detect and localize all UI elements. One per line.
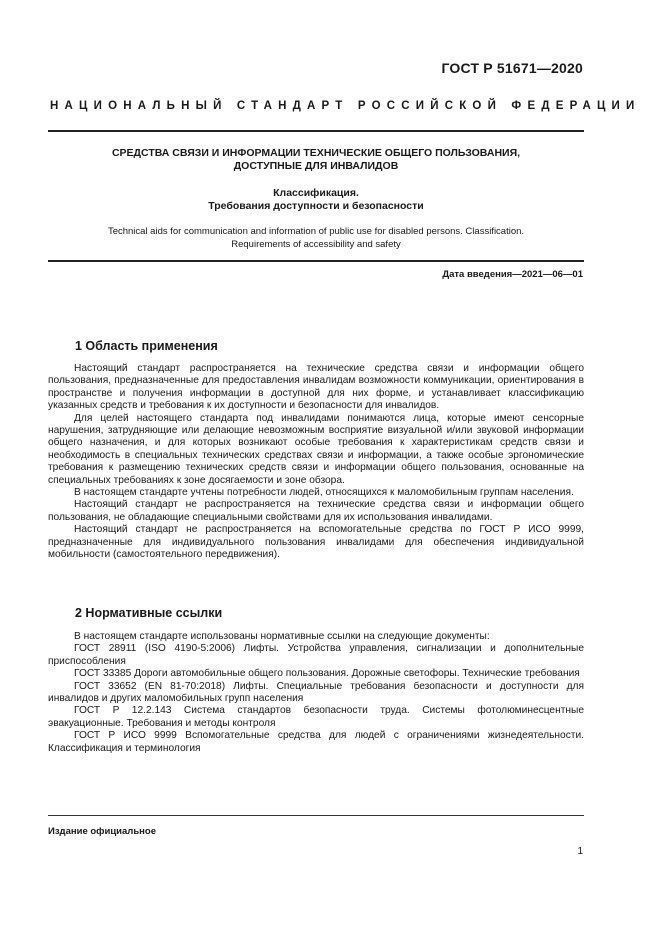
- paragraph: Настоящий стандарт не распространяется на технические средства связи и информации общего пользования, не обладающие специальными свойствами для их использования инвалидами.: [48, 499, 584, 523]
- document-subtitle-ru: [48, 187, 584, 213]
- header-divider: [48, 130, 584, 132]
- reference-item: ГОСТ 28911 (ISO 4190-5:2006) Лифты. Устройства управления, сигнализации и дополнительные приспособления: [48, 643, 584, 667]
- official-edition-label: Издание официальное: [48, 826, 156, 837]
- reference-item: ГОСТ 33652 (EN 81-70:2018) Лифты. Специальные требования безопасности и доступности для инвалидов и других маломобильных групп населения: [48, 680, 584, 705]
- subtitle-line1: Классификация.: [273, 187, 359, 199]
- paragraph: В настоящем стандарте использованы нормативные ссылки на следующие документы:: [74, 631, 490, 642]
- document-title-en: [48, 226, 584, 251]
- section-2-heading: 2 Нормативные ссылки: [75, 606, 223, 620]
- section-2-body: [48, 631, 584, 755]
- document-title-ru: [48, 147, 584, 173]
- title-en-line1: Technical aids for communication and information of public use for disabled persons. Classification.: [107, 226, 525, 237]
- title-en-line2: Requirements of accessibility and safety: [231, 238, 401, 250]
- section-1-heading: 1 Область применения: [75, 339, 218, 353]
- subtitle-line2: Требования доступности и безопасности: [208, 200, 424, 212]
- document-number: ГОСТ Р 51671—2020: [441, 60, 583, 76]
- title-ru-line2: ДОСТУПНЫЕ ДЛЯ ИНВАЛИДОВ: [233, 160, 399, 172]
- paragraph: В настоящем стандарте учтены потребности людей, относящихся к маломобильным группам населения.: [74, 487, 574, 499]
- title-divider: [48, 260, 584, 262]
- paragraph: Настоящий стандарт распространяется на технические средства связи и информации общего пользования, предназначенные для предоставления инвалидам возможности коммуникации, ориентирования в пространстве и получения информации в доступной для них форме, и устанавливает классификацию указанных средств и требования к их доступности и безопасности для инвалидов.: [48, 363, 584, 412]
- section-1-body: [48, 363, 584, 562]
- reference-item: ГОСТ Р 12.2.143 Система стандартов безопасности труда. Системы фотолюминесцентные эвакуационные. Требования и методы контроля: [48, 705, 584, 729]
- introduction-date: Дата введения—2021—06—01: [442, 269, 583, 280]
- title-ru-line1: СРЕДСТВА СВЯЗИ И ИНФОРМАЦИИ ТЕХНИЧЕСКИЕ ОБЩЕГО ПОЛЬЗОВАНИЯ,: [111, 147, 521, 159]
- reference-item: ГОСТ Р ИСО 9999 Вспомогательные средства для людей с ограничениями жизнедеятельности. Классификация и терминология: [48, 730, 584, 754]
- national-standard-title: НАЦИОНАЛЬНЫЙ СТАНДАРТ РОССИЙСКОЙ ФЕДЕРАЦИИ: [50, 100, 641, 112]
- footer-divider: [48, 815, 584, 816]
- paragraph: Для целей настоящего стандарта под инвалидами понимаются лица, которые имеют сенсорные нарушения, затрудняющие или делающие невозможным восприятие визуальной и/или звуковой информации общего назначения, и для которых возникают особые требования к характеристикам средств связи и необходимость в специальных технических средствах связи и информации, а также особые эргономические требования к размещению технических средств связи и информации общего пользования, основанные на специальных требованиях к зоне досягаемости и зоне обзора.: [48, 412, 584, 486]
- reference-item: ГОСТ 33385 Дороги автомобильные общего пользования. Дорожные светофоры. Технические требования: [74, 668, 580, 680]
- page-number: 1: [577, 846, 583, 857]
- paragraph: Настоящий стандарт не распространяется на вспомогательные средства по ГОСТ Р ИСО 9999, предназначенные для индивидуального пользования инвалидами для обеспечения индивидуальной мобильности (самостоятельного передвижения).: [48, 524, 584, 561]
